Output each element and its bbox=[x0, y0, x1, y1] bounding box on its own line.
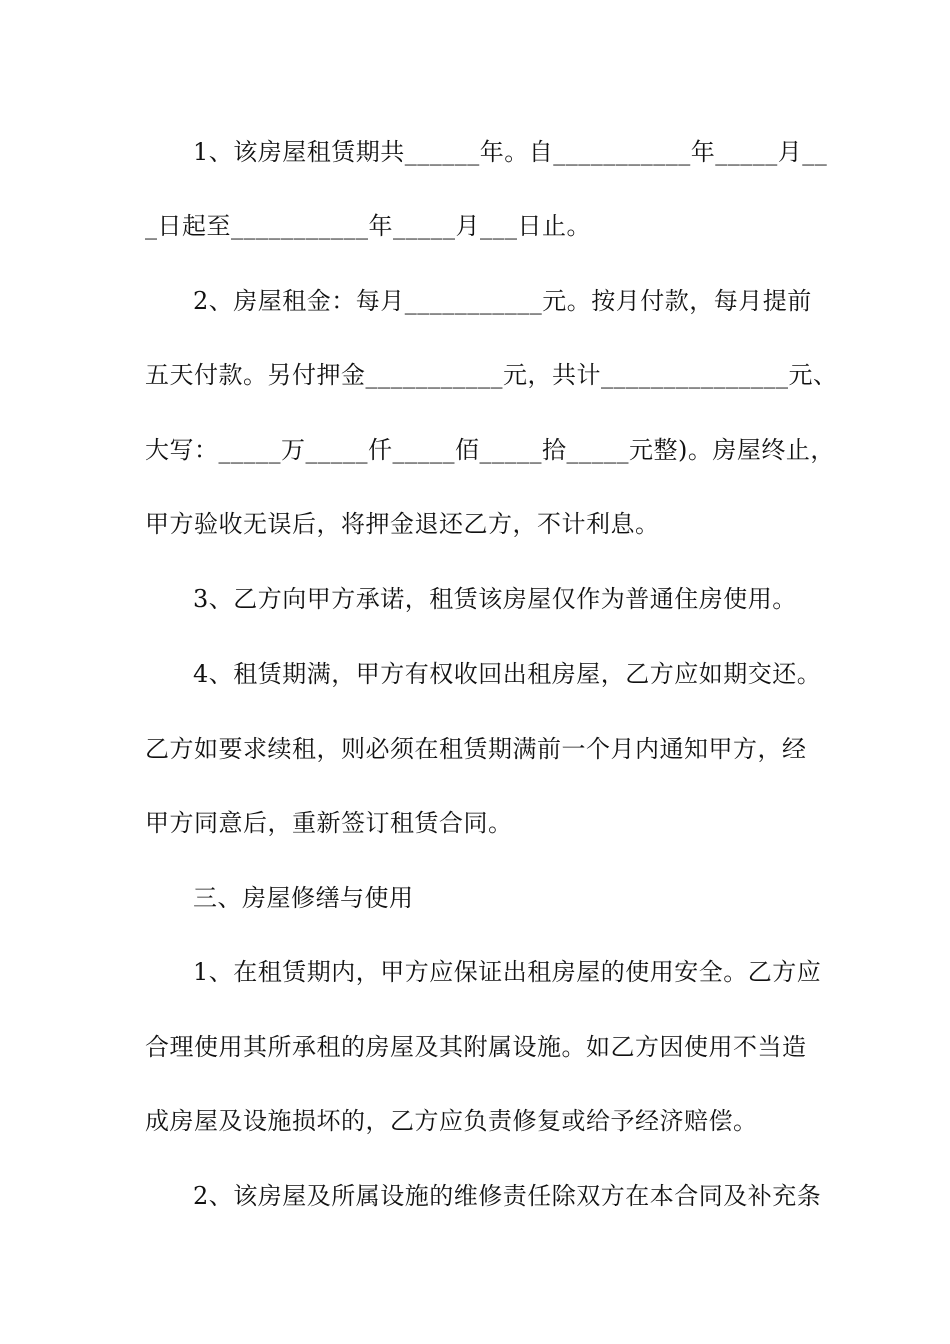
repair-line-1: 1、在租赁期内，甲方应保证出租房屋的使用安全。乙方应 bbox=[193, 958, 822, 986]
expiry-line-1: 4、租赁期满，甲方有权收回出租房屋，乙方应如期交还。 bbox=[193, 660, 822, 688]
rent-line-2: 五天付款。另付押金___________元，共计_______________元、 bbox=[145, 361, 838, 389]
rent-line-3: 大写：_____万_____仟_____佰_____拾_____元整)。房屋终止， bbox=[145, 436, 835, 464]
lease-term-line-2: _日起至___________年_____月___日止。 bbox=[145, 212, 591, 240]
lease-term-line-1: 1、该房屋租赁期共______年。自___________年_____月__ bbox=[193, 138, 828, 166]
maintenance-line-1: 2、该房屋及所属设施的维修责任除双方在本合同及补充条 bbox=[193, 1182, 822, 1210]
repair-line-3: 成房屋及设施损坏的，乙方应负责修复或给予经济赔偿。 bbox=[145, 1107, 758, 1135]
expiry-line-2: 乙方如要求续租，则必须在租赁期满前一个月内通知甲方，经 bbox=[145, 735, 807, 763]
expiry-line-3: 甲方同意后，重新签订租赁合同。 bbox=[145, 809, 513, 837]
section-heading: 三、房屋修缮与使用 bbox=[193, 884, 414, 912]
repair-line-2: 合理使用其所承租的房屋及其附属设施。如乙方因使用不当造 bbox=[145, 1033, 807, 1061]
rent-line-4: 甲方验收无误后，将押金退还乙方，不计利息。 bbox=[145, 510, 660, 538]
use-promise-line: 3、乙方向甲方承诺，租赁该房屋仅作为普通住房使用。 bbox=[193, 585, 797, 613]
rent-line-1: 2、房屋租金：每月___________元。按月付款，每月提前 bbox=[193, 287, 812, 315]
